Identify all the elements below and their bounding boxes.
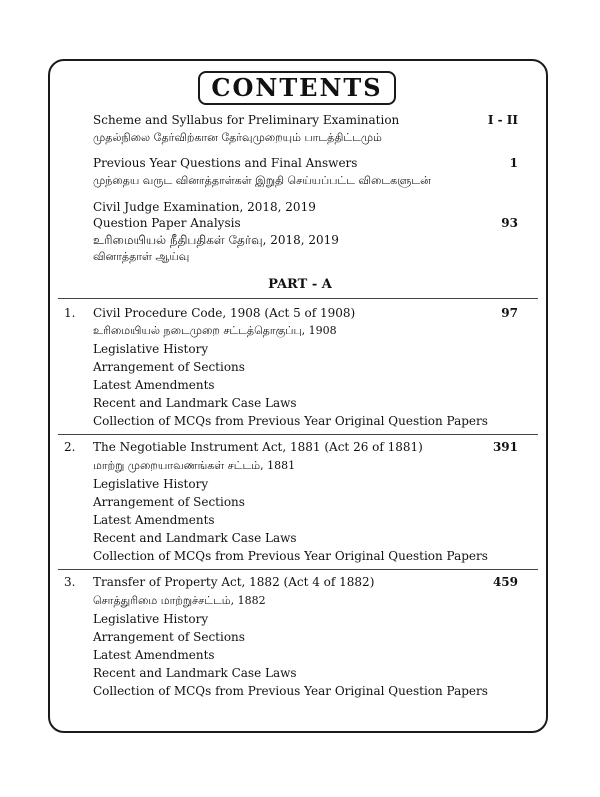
section-1-page: 97 [501,306,518,320]
divider [58,434,538,435]
intro-1-page: I - II [487,113,518,127]
intro-2-line-2: முந்தைய வருட வினாத்தாள்கள் இறுதி செய்யப்பட்ட விடைகளுடன் [93,174,431,187]
section-1-item: Legislative History [93,342,209,356]
part-heading: PART - A [268,277,332,292]
section-3-item: Legislative History [93,612,209,626]
intro-3-line-3: உரிமையியல் நீதிபதிகள் தேர்வு, 2018, 2019 [93,233,339,247]
section-3-item: Recent and Landmark Case Laws [93,666,297,680]
section-1-number: 1. [64,306,76,320]
section-3-item: Arrangement of Sections [93,630,245,644]
intro-3-line-1: Civil Judge Examination, 2018, 2019 [93,200,316,214]
section-2-title: The Negotiable Instrument Act, 1881 (Act 26 of 1881) [93,440,423,454]
section-1-title: Civil Procedure Code, 1908 (Act 5 of 1908) [93,306,356,320]
section-3-title: Transfer of Property Act, 1882 (Act 4 of 1882) [93,575,375,589]
divider [58,298,538,299]
section-2-item: Collection of MCQs from Previous Year Original Question Papers [93,549,488,563]
intro-3-line-4: வினாத்தாள் ஆய்வு [93,250,190,263]
section-3-number: 3. [64,575,76,589]
intro-1-line-1: Scheme and Syllabus for Preliminary Examination [93,113,400,127]
section-2-item: Latest Amendments [93,513,215,527]
intro-1-line-2: முதல்நிலை தேர்விற்கான தேர்வுமுறையும் பாடத்திட்டமும் [93,131,382,144]
section-2-page: 391 [492,440,518,454]
contents-title-box [198,71,396,105]
section-3-page: 459 [492,575,518,589]
intro-2-line-1: Previous Year Questions and Final Answers [93,156,358,170]
section-2-number: 2. [64,440,76,454]
section-1-tamil: உரிமையியல் நடைமுறை சட்டத்தொகுப்பு, 1908 [93,324,337,337]
section-1-item: Latest Amendments [93,378,215,392]
section-3-item: Latest Amendments [93,648,215,662]
contents-title: CONTENTS [211,73,383,102]
section-1-item: Arrangement of Sections [93,360,245,374]
section-3-tamil: சொத்துரிமை மாற்றுச்சட்டம், 1882 [93,594,266,607]
divider [58,569,538,570]
intro-3-line-2: Question Paper Analysis [93,216,241,230]
section-2-tamil: மாற்று முறையாவணங்கள் சட்டம், 1881 [93,459,296,472]
section-3-item: Collection of MCQs from Previous Year Original Question Papers [93,684,488,698]
section-2-item: Recent and Landmark Case Laws [93,531,297,545]
intro-3-page: 93 [501,216,518,230]
intro-2-page: 1 [509,156,518,170]
section-1-item: Collection of MCQs from Previous Year Original Question Papers [93,414,488,428]
section-2-item: Legislative History [93,477,209,491]
section-2-item: Arrangement of Sections [93,495,245,509]
section-1-item: Recent and Landmark Case Laws [93,396,297,410]
